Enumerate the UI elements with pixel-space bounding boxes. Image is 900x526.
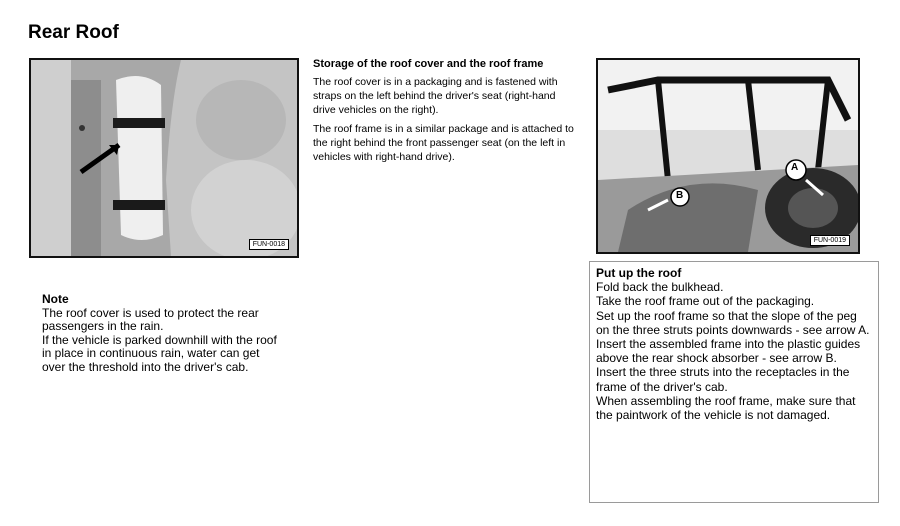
put-up-roof-box xyxy=(589,261,879,503)
callout-a: A xyxy=(791,162,799,173)
note-line: The roof cover is used to protect the rear passengers in the rain. xyxy=(42,305,259,333)
put-up-heading: Put up the roof xyxy=(596,266,682,280)
roof-frame-assembly-photo xyxy=(596,58,860,254)
put-up-step: When assembling the roof frame, make sure that the paintwork of the vehicle is not damaged. xyxy=(596,393,856,423)
storage-section xyxy=(313,57,581,169)
put-up-step: Take the roof frame out of the packaging. xyxy=(596,294,815,309)
storage-heading: Storage of the roof cover and the roof frame xyxy=(313,58,544,70)
put-up-step: Set up the roof frame so that the slope of the peg on the three struts points downwards - see arrow A. xyxy=(596,308,870,337)
note-line: If the vehicle is parked downhill with the roof in place in continuous rain, water can get over the threshold into the driver's cab. xyxy=(42,332,277,374)
roof-cover-storage-photo xyxy=(29,58,299,258)
figure-label-right: FUN-0019 xyxy=(810,235,850,246)
note-heading: Note xyxy=(42,292,69,306)
put-up-step: Fold back the bulkhead. xyxy=(596,280,724,295)
page-title: Rear Roof xyxy=(28,22,119,43)
photo-illustration-right xyxy=(598,60,858,252)
photo-illustration-left xyxy=(31,60,297,256)
callout-b: B xyxy=(676,190,684,201)
storage-paragraph: The roof cover is in a packaging and is fastened with straps on the left behind the driver's seat (right-hand drive vehicles on the right). xyxy=(313,76,558,116)
figure-label-left: FUN-0018 xyxy=(249,239,289,250)
storage-paragraph: The roof frame is in a similar package and is attached to the right behind the front passenger seat (on the left in vehicles with right-hand drive). xyxy=(313,123,574,163)
put-up-step: Insert the assembled frame into the plastic guides above the rear shock absorber - see arrow B. xyxy=(596,337,861,366)
put-up-step: Insert the three struts into the receptacles in the frame of the driver's cab. xyxy=(596,365,850,394)
note-section xyxy=(42,293,282,374)
